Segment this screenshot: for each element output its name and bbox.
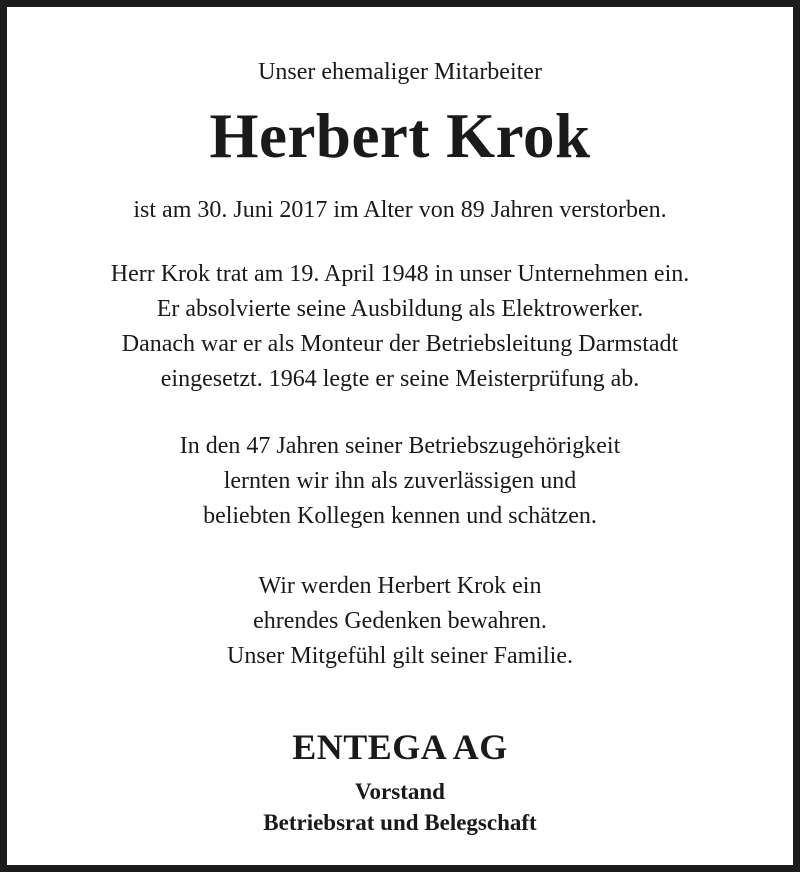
obituary-content	[14, 14, 786, 858]
intro-line: Unser ehemaliger Mitarbeiter	[258, 59, 542, 85]
condolence-line: Wir werden Herbert Krok ein	[258, 573, 542, 599]
company-name: ENTEGA AG	[292, 727, 508, 767]
signatory-staff: Betriebsrat und Belegschaft	[263, 810, 537, 835]
tenure-line: In den 47 Jahren seiner Betriebszugehörigkeit	[179, 433, 621, 459]
tenure-line: beliebten Kollegen kennen und schätzen.	[203, 503, 597, 529]
condolence-line: Unser Mitgefühl gilt seiner Familie.	[227, 643, 573, 669]
deceased-name: Herbert Krok	[209, 101, 591, 171]
tenure-paragraph	[14, 429, 786, 534]
career-line: Er absolvierte seine Ausbildung als Elektrowerker.	[156, 296, 644, 322]
signatory-board: Vorstand	[355, 779, 445, 804]
career-line: Danach war er als Monteur der Betriebsleitung Darmstadt	[121, 331, 679, 357]
tenure-line: lernten wir ihn als zuverlässigen und	[223, 468, 577, 494]
condolence-paragraph	[14, 569, 786, 674]
condolence-line: ehrendes Gedenken bewahren.	[253, 608, 547, 634]
career-line: eingesetzt. 1964 legte er seine Meisterprüfung ab.	[160, 366, 640, 392]
signatories	[14, 776, 786, 838]
career-paragraph	[14, 257, 786, 397]
death-line: ist am 30. Juni 2017 im Alter von 89 Jahren verstorben.	[133, 197, 667, 223]
career-line: Herr Krok trat am 19. April 1948 in unser Unternehmen ein.	[110, 261, 690, 287]
